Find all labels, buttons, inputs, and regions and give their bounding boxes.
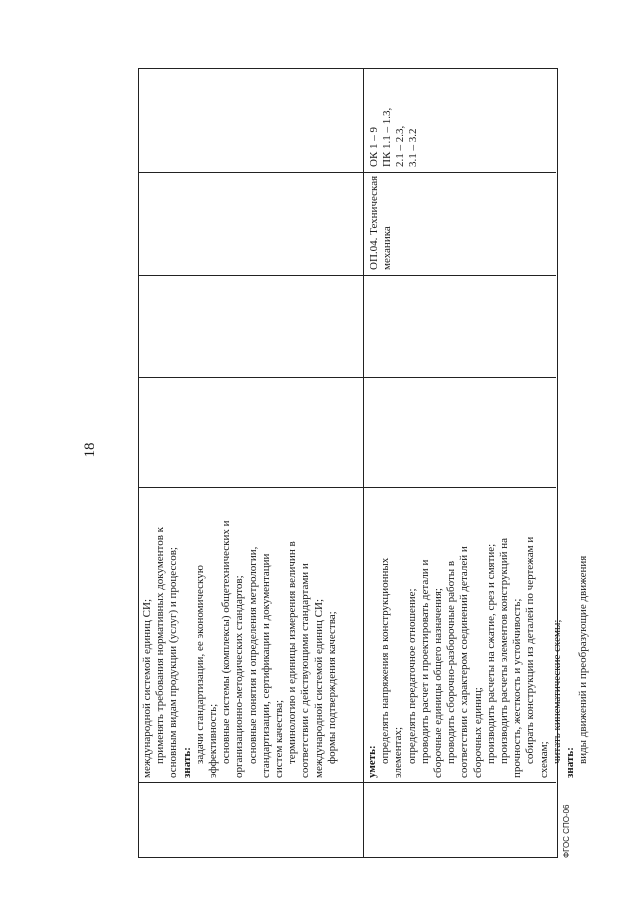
requirement-line: международной системой единиц СИ;	[312, 598, 325, 778]
requirement-line: элементах;	[392, 726, 405, 778]
requirement-line: сборочных единиц;	[471, 687, 484, 778]
section-heading-know: знать:	[564, 747, 577, 778]
table-cell-discipline	[364, 172, 556, 275]
competency-line: 2.1 – 2.3,	[394, 125, 406, 167]
requirement-line: читать кинематические схемы;	[550, 619, 563, 764]
table-cell-hours	[139, 377, 363, 487]
table-cell-index	[139, 782, 363, 857]
requirement-line: определять напряжения в конструкционных	[379, 557, 392, 764]
table-cell-hours	[364, 377, 556, 487]
table-row	[139, 69, 364, 857]
requirement-line: определять передаточное отношение;	[405, 588, 418, 764]
requirement-line: производить расчеты на сжатие, срез и смятие;	[484, 543, 497, 764]
table-cell-hours-required	[364, 275, 556, 377]
requirement-line: организационно-методических стандартов;	[233, 575, 246, 778]
competency-line: ПК 1.1 – 1.3,	[381, 107, 393, 167]
rotated-page	[82, 38, 590, 858]
competency-line: ОК 1 – 9	[368, 126, 380, 167]
requirement-line: схемам;	[537, 741, 550, 778]
requirement-line: прочность, жесткость и устойчивость;	[511, 598, 524, 778]
requirement-line: стандартизации, сертификации и документации	[259, 553, 272, 778]
requirement-line: применять требования нормативных документов к	[154, 526, 167, 764]
table-cell-hours-required	[139, 275, 363, 377]
table-cell-competencies	[139, 69, 363, 172]
requirement-line: задачи стандартизации, ее экономическую	[193, 565, 206, 764]
discipline-name-line: ОП.04. Техническая	[368, 175, 380, 270]
requirement-line: систем качества;	[273, 699, 286, 778]
requirement-line: соответствии с характером соединений деталей и	[458, 546, 471, 778]
requirement-line: основные системы (комплексы) общетехнических и	[220, 520, 233, 764]
section-heading-know: знать:	[180, 747, 193, 778]
table-cell-requirements	[364, 487, 590, 782]
requirement-line: терминологию и единицы измерения величин в	[286, 541, 299, 764]
discipline-name-line: механика	[381, 226, 393, 270]
section-heading-can: уметь:	[366, 745, 378, 778]
requirement-line: производить расчеты элементов конструкций на	[498, 538, 511, 764]
requirement-line: международной системой единиц СИ;	[141, 598, 153, 778]
requirement-line: виды движений и преобразующие движения	[577, 555, 590, 764]
competency-line: 3.1 – 3.2	[407, 128, 419, 167]
requirement-line: эффективность;	[207, 703, 220, 778]
table-cell-requirements	[139, 487, 363, 782]
requirement-line: формы подтверждения качества;	[325, 611, 338, 764]
requirement-line: проводить сборочно-разборочные работы в	[445, 560, 458, 764]
requirement-line: основные понятия и определения метрологии,	[246, 546, 259, 764]
table-cell-competencies	[364, 69, 556, 172]
requirement-line: проводить расчет и проектировать детали и	[418, 559, 431, 764]
page-number: 18	[82, 442, 98, 458]
requirement-line: основным видам продукции (услуг) и процессов;	[167, 547, 180, 778]
table-cell-discipline	[139, 172, 363, 275]
requirement-line: соответствии с действующими стандартами и	[299, 563, 312, 778]
page-footer: ФГОС СПО-06	[562, 804, 571, 858]
requirement-line: сборочные единицы общего назначения;	[432, 588, 445, 778]
table-cell-index	[364, 782, 556, 857]
requirement-line: собирать конструкции из деталей по чертежам и	[524, 536, 537, 764]
